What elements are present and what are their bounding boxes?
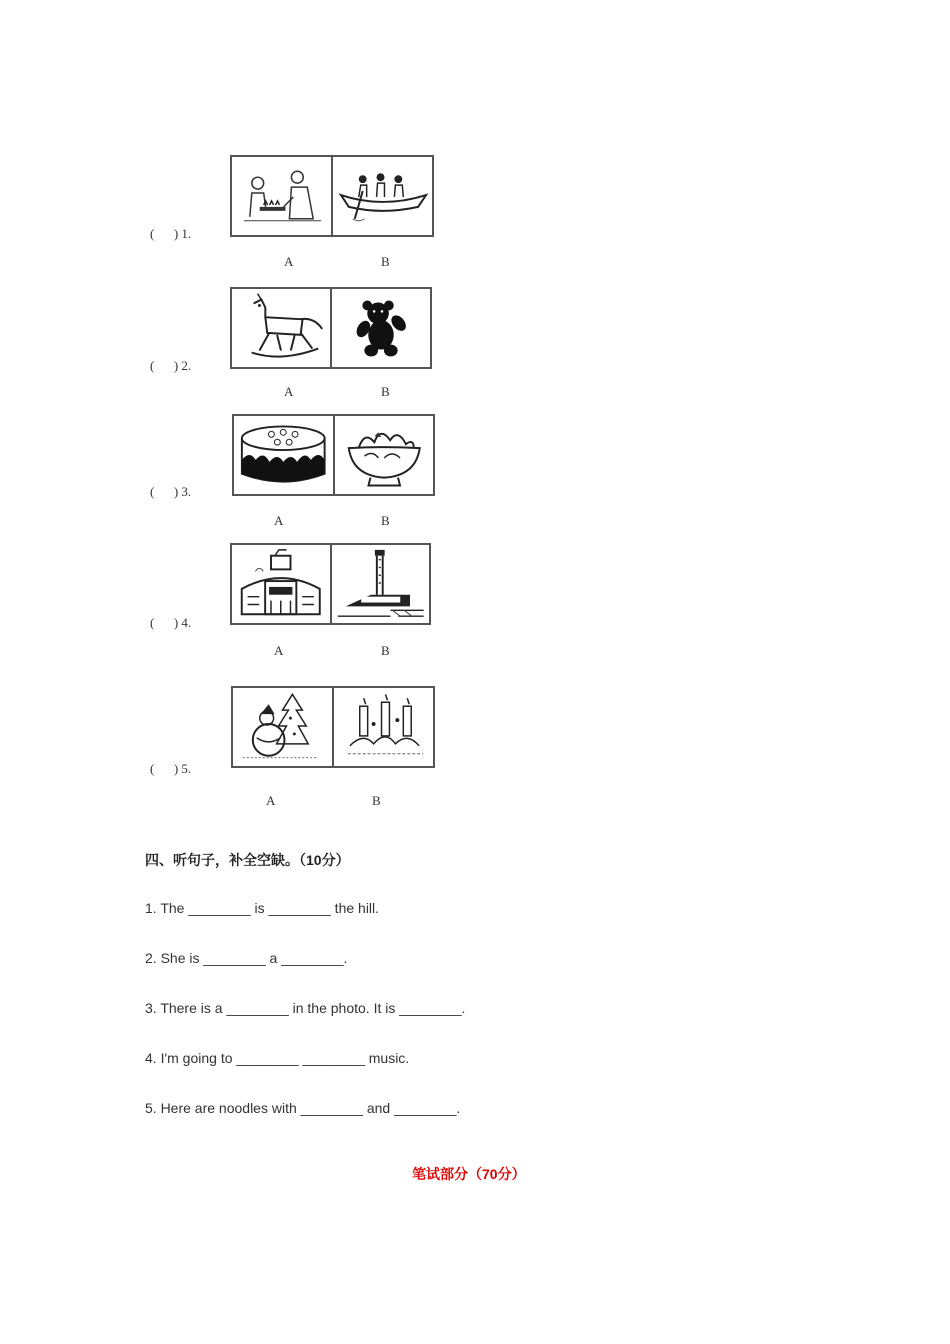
option-a-label: A — [274, 643, 284, 658]
fill-in-sentence-2: 2. She is ________ a ________. — [145, 950, 348, 966]
toy-horse-icon — [232, 289, 330, 367]
section-4-title: 四、听句子，补全空缺。（10分） — [145, 852, 350, 868]
fill-in-sentence-3: 3. There is a ________ in the photo. It is ________. — [145, 1000, 466, 1016]
option-a-picture — [232, 157, 331, 235]
cake-icon — [234, 416, 333, 494]
question-number: ( ) 4. — [150, 615, 192, 630]
picture-frame-3 — [232, 414, 435, 496]
picture-frame-1 — [230, 155, 434, 237]
monument-square-icon — [332, 545, 430, 623]
option-b-label: B — [372, 793, 381, 808]
children-rowing-boat-icon — [333, 157, 432, 235]
option-a-label: A — [284, 254, 294, 269]
option-b-picture — [331, 157, 432, 235]
option-a-label: A — [266, 793, 276, 808]
option-a-picture — [232, 545, 330, 623]
supermarket-building-icon — [232, 545, 330, 623]
question-number: ( ) 2. — [150, 358, 192, 373]
teddy-bear-icon — [332, 289, 430, 367]
christmas-candles-icon — [334, 688, 433, 766]
option-b-picture — [332, 688, 433, 766]
option-b-picture — [330, 545, 430, 623]
fill-in-sentence-5: 5. Here are noodles with ________ and ________. — [145, 1100, 461, 1116]
option-a-picture — [234, 416, 333, 494]
option-b-label: B — [381, 643, 390, 658]
option-b-picture — [330, 289, 430, 367]
fill-in-sentence-4: 4. I'm going to ________ ________ music. — [145, 1050, 410, 1066]
people-playing-chess-icon — [232, 157, 331, 235]
picture-frame-4 — [230, 543, 431, 625]
santa-and-christmas-tree-icon — [233, 688, 332, 766]
option-a-picture — [233, 688, 332, 766]
question-number: ( ) 1. — [150, 226, 192, 241]
fill-in-sentence-1: 1. The ________ is ________ the hill. — [145, 900, 380, 916]
question-number: ( ) 5. — [150, 761, 192, 776]
question-number: ( ) 3. — [150, 484, 192, 499]
option-a-label: A — [274, 513, 284, 528]
written-part-title: 笔试部分（70分） — [412, 1166, 526, 1182]
option-a-picture — [232, 289, 330, 367]
option-b-label: B — [381, 384, 390, 399]
bowl-of-dumplings-icon — [335, 416, 434, 494]
option-a-label: A — [284, 384, 294, 399]
option-b-picture — [333, 416, 434, 494]
picture-frame-2 — [230, 287, 432, 369]
option-b-label: B — [381, 513, 390, 528]
picture-frame-5 — [231, 686, 435, 768]
option-b-label: B — [381, 254, 390, 269]
